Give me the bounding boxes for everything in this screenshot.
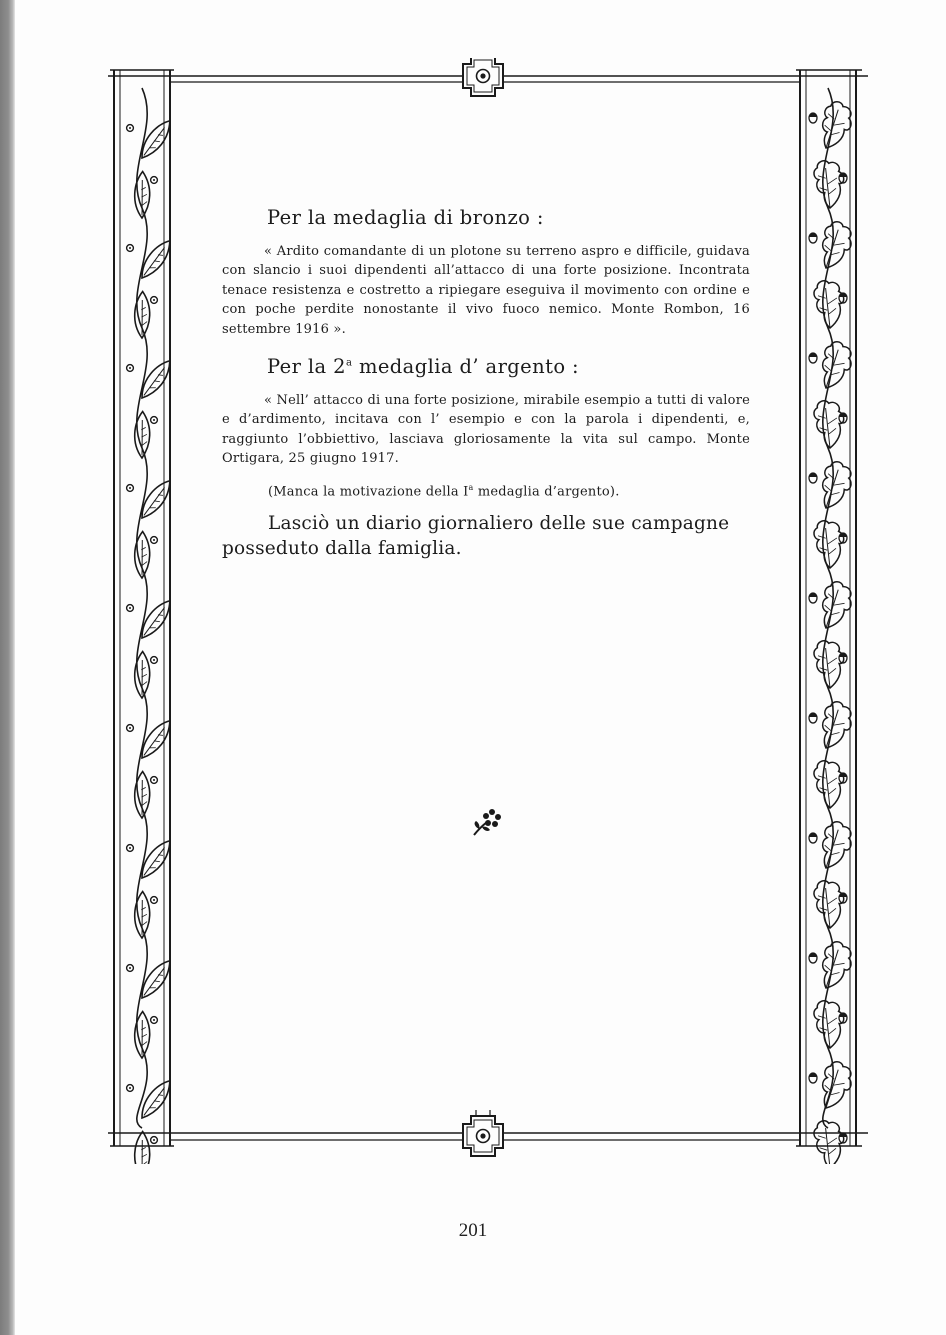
note-prefix: (Manca la motivazione della I: [268, 483, 469, 499]
diary-paragraph: Lasciò un diario giornaliero delle sue campagne posseduto dalla famiglia.: [222, 512, 730, 559]
note-ordinal: a: [468, 482, 474, 492]
top-cross-medallion-icon: [463, 58, 503, 96]
silver-medal-heading-ordinal: a: [345, 357, 353, 369]
bronze-medal-citation: « Ardito comandante di un plotone su terreno aspro e difficile, guidava con slancio i suoi dipendenti all’attacco di una forte posizione. Incontrata tenace resistenza e costretto a ripiegare eseguiva il movimento con ordine e con poche perdite nonostante il vivo fuoco nemico. Monte Rombon, 16 settembre 1916 ».: [222, 244, 750, 337]
silver-medal-heading: [222, 355, 750, 378]
flower-sprig-icon: [470, 808, 506, 838]
missing-citation-note: [222, 483, 750, 499]
note-suffix: medaglia d’argento).: [473, 483, 620, 499]
book-spine-edge: [0, 0, 15, 1335]
silver-medal-citation: « Nell’ attacco di una forte posizione, mirabile esempio a tutti di valore e d’ardimento, incitava con l’ esempio e con la parola i dipendenti, e, raggiunto l’obbiettivo, lasciava gloriosamente la vita sul campo. Monte Ortigara, 25 giugno 1917.: [222, 393, 750, 467]
bronze-medal-heading: Per la medaglia di bronzo :: [267, 206, 544, 229]
silver-medal-heading-prefix: Per la 2: [267, 355, 346, 379]
page-number: 201: [458, 1220, 488, 1241]
bottom-cross-medallion-icon: [463, 1110, 503, 1156]
right-oak-border: [796, 70, 862, 1164]
left-vine-border: [110, 70, 174, 1164]
page-text-block: [222, 206, 750, 561]
silver-medal-heading-suffix: medaglia d’ argento :: [352, 355, 580, 379]
